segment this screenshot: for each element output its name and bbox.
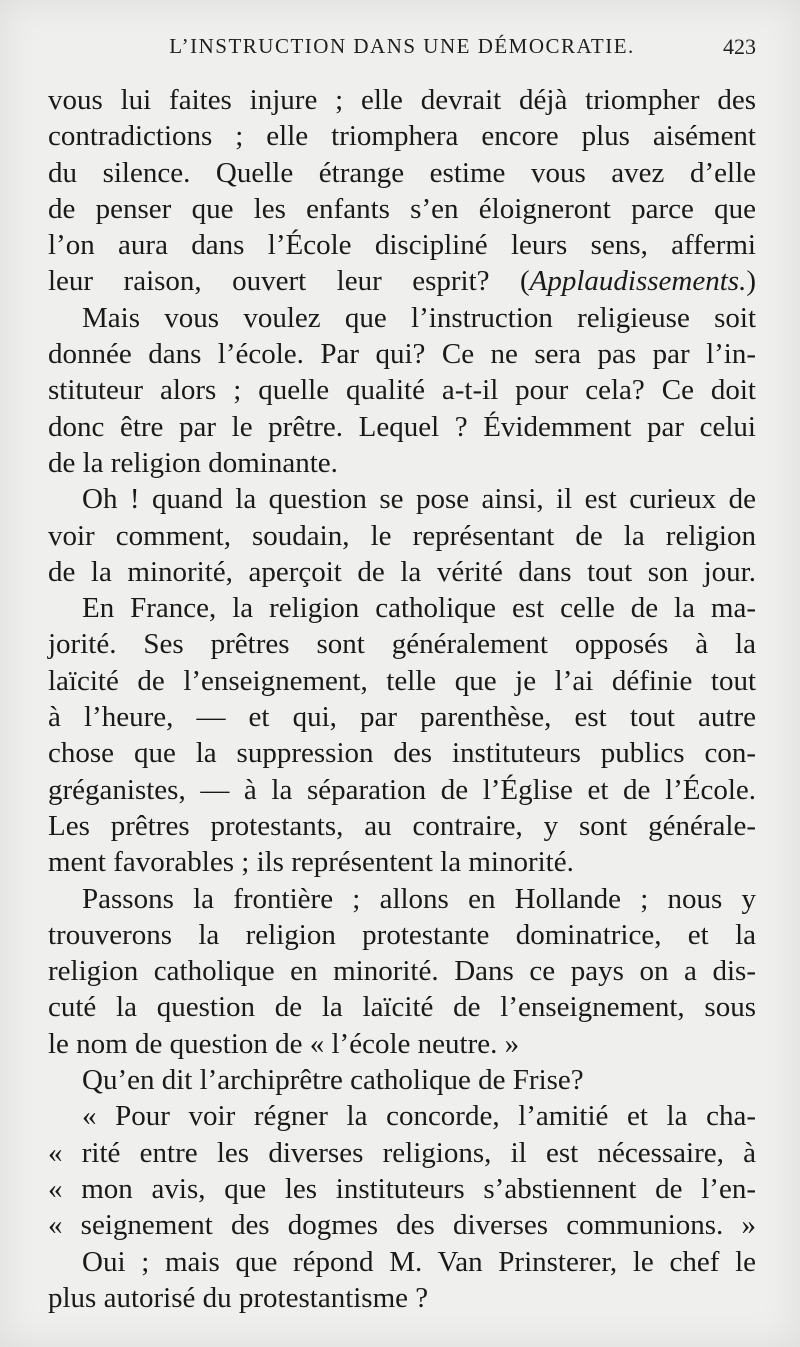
page-header [48, 34, 756, 74]
text-line: Les prêtres protestants, au contraire, y sont générale- [48, 809, 756, 842]
text-line: Passons la frontière ; allons en Hollande ; nous y [82, 882, 756, 915]
text-line: de penser que les enfants s’en éloigneront parce que [48, 192, 756, 225]
text-line: Mais vous voulez que l’instruction religieuse soit [82, 301, 756, 334]
text-line: cuté la question de la laïcité de l’enseignement, sous [48, 991, 756, 1024]
text-line: jorité. Ses prêtres sont généralement opposés à la [48, 628, 756, 661]
text-line: à l’heure, — et qui, par parenthèse, est tout autre [48, 701, 756, 734]
text-line: chose que la suppression des instituteurs publics con- [48, 737, 756, 770]
text-line: vous lui faites injure ; elle devrait déjà triompher des [48, 84, 756, 116]
page-number: 423 [723, 34, 756, 59]
body-text [48, 82, 756, 1316]
text-line: plus autorisé du protestantisme ? [48, 1281, 429, 1314]
quote-line: « rité entre les diverses religions, il est nécessaire, à [48, 1136, 756, 1169]
text-line: ment favorables ; ils représentent la minorité. [48, 846, 574, 879]
text-line: laïcité de l’enseignement, telle que je l’ai définie tout [48, 664, 756, 697]
text-line: de la religion dominante. [48, 446, 338, 479]
text-line: de la minorité, aperçoit de la vérité dans tout son jour. [48, 555, 756, 588]
text-line: donc être par le prêtre. Lequel ? Évidemment par celui [48, 410, 756, 443]
text-line: du silence. Quelle étrange estime vous avez d’elle [48, 156, 756, 189]
text-line: voir comment, soudain, le représentant de la religion [48, 519, 756, 552]
text-line: donnée dans l’école. Par qui? Ce ne sera pas par l’in- [48, 338, 756, 371]
text-fragment: ) [746, 265, 756, 298]
text-line: Oui ; mais que répond M. Van Prinsterer, le chef le [82, 1245, 756, 1278]
text-fragment: leur raison, ouvert leur esprit? ( [48, 265, 530, 298]
text-line-applause [48, 263, 756, 299]
text-line: le nom de question de « l’école neutre. » [48, 1027, 520, 1060]
text-line: l’on aura dans l’École discipliné leurs sens, affermi [48, 229, 756, 262]
quote-line: « seignement des dogmes des diverses communions. » [48, 1209, 756, 1242]
text-line: contradictions ; elle triomphera encore plus aisément [48, 120, 756, 153]
quote-line: « Pour voir régner la concorde, l’amitié et la cha- [82, 1100, 756, 1133]
running-title: L’INSTRUCTION DANS UNE DÉMOCRATIE. [169, 34, 635, 58]
text-line: religion catholique en minorité. Dans ce pays on a dis- [48, 955, 756, 988]
text-line: Oh ! quand la question se pose ainsi, il est curieux de [82, 483, 756, 516]
text-line: gréganistes, — à la séparation de l’Église et de l’École. [48, 773, 756, 806]
text-line: Qu’en dit l’archiprêtre catholique de Frise? [82, 1064, 584, 1097]
quote-line: « mon avis, que les instituteurs s’abstiennent de l’en- [48, 1172, 756, 1205]
applause-italic: Applaudissements. [529, 265, 747, 298]
text-line: stituteur alors ; quelle qualité a-t-il pour cela? Ce doit [48, 374, 756, 407]
text-line: trouverons la religion protestante dominatrice, et la [48, 918, 756, 951]
text-line: En France, la religion catholique est celle de la ma- [82, 592, 756, 625]
